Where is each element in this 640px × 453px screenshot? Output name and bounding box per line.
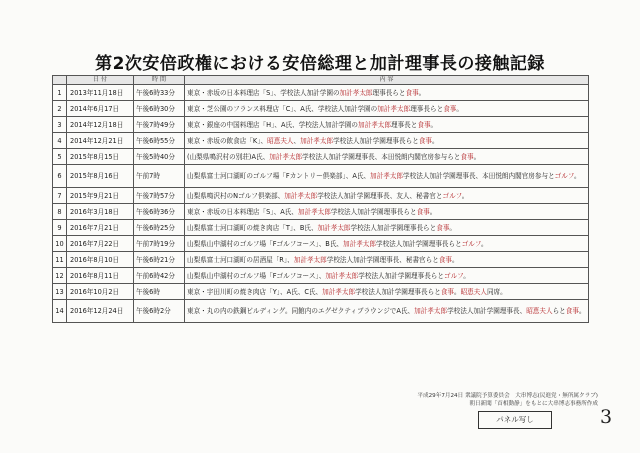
- content-text: 学校法人加計学園理事長、本田悦朗内閣官房参与と: [403, 172, 555, 180]
- row-content: [185, 236, 589, 252]
- table-row: [53, 101, 589, 117]
- row-number: 12: [53, 268, 67, 284]
- highlighted-text: 加計孝太郎: [269, 152, 303, 161]
- row-date: 2016年7月21日: [67, 220, 134, 236]
- highlighted-text: 加計孝太郎: [414, 307, 448, 315]
- table-row: [53, 236, 589, 252]
- table-row: [53, 268, 589, 284]
- row-number: 4: [53, 133, 67, 149]
- row-time: 午後5時40分: [134, 149, 185, 165]
- content-text: 。: [456, 104, 463, 113]
- row-number: 7: [53, 188, 67, 204]
- highlighted-text: 昭恵夫人: [267, 136, 294, 145]
- content-text: 。: [454, 287, 461, 296]
- table-header-row: [53, 76, 589, 85]
- table-row: [53, 284, 589, 300]
- content-text: 山梨県富士河口湖町の焼き肉店「T」、B氏、: [187, 223, 318, 232]
- content-text: 学校法人加計学園理事長、本田悦朗内閣官房参与らと: [302, 152, 461, 161]
- row-date: 2016年8月11日: [67, 268, 134, 284]
- footer-source-line2: 朝日新聞「首相動静」をもとに大串博志事務所作成: [469, 401, 598, 407]
- highlighted-text: 昭恵夫人: [526, 307, 553, 315]
- row-content: [185, 188, 589, 204]
- row-date: 2016年7月22日: [67, 236, 134, 252]
- table-row: [53, 204, 589, 220]
- row-date: 2015年8月16日: [67, 165, 134, 188]
- row-time: 午後6時36分: [134, 204, 185, 220]
- content-text: 山梨県山中湖村のゴルフ場「Fゴルフコース」、: [187, 271, 326, 280]
- row-number: 6: [53, 165, 67, 188]
- content-text: 学校法人加計学園理事長らと: [375, 239, 462, 248]
- contact-record-table: [52, 75, 589, 323]
- row-number: 14: [53, 300, 67, 323]
- highlighted-text: 食事: [418, 136, 432, 145]
- content-text: 山梨県鳴沢村のNゴルフ倶楽部、: [187, 191, 285, 200]
- highlighted-text: 加計孝太郎: [370, 172, 404, 180]
- content-text: (山梨県鳴沢村の別荘)A氏、: [187, 152, 270, 161]
- highlighted-text: 食事: [440, 287, 454, 296]
- table-row: [53, 165, 589, 188]
- content-text: 東京・赤坂の飲食店「K」、: [187, 136, 268, 145]
- content-text: 学校法人加計学園理事長、: [447, 307, 527, 315]
- highlighted-text: 食事: [436, 223, 450, 232]
- row-date: 2015年9月21日: [67, 188, 134, 204]
- highlighted-text: 加計孝太郎: [322, 287, 356, 296]
- content-text: 。: [463, 271, 470, 280]
- highlighted-text: 加計孝太郎: [297, 207, 331, 216]
- content-text: 理事長と: [390, 120, 418, 129]
- row-time: 午後7時57分: [134, 188, 185, 204]
- row-date: 2014年6月17日: [67, 101, 134, 117]
- row-content: [185, 300, 589, 323]
- row-content: [185, 284, 589, 300]
- content-text: 東京・宇田川町の焼き肉店「Y」、A氏、C氏、: [187, 287, 323, 296]
- highlighted-text: ゴルフ: [444, 271, 464, 280]
- row-content: [185, 85, 589, 101]
- content-text: 同席。: [486, 287, 507, 296]
- table-row: [53, 300, 589, 323]
- highlighted-text: 食事: [438, 255, 453, 264]
- content-text: 。: [573, 172, 581, 180]
- row-time: 午後6時55分: [134, 133, 185, 149]
- header-content: 内 容: [185, 76, 589, 85]
- row-number: 5: [53, 149, 67, 165]
- panel-label-box: パネル写し: [478, 411, 552, 429]
- row-content: [185, 252, 589, 268]
- row-content: [185, 220, 589, 236]
- row-number: 8: [53, 204, 67, 220]
- footer-source-line1: 平成29年7月24日 衆議院予算委員会 大串博志(民進党・無所属クラブ): [417, 393, 598, 399]
- content-text: 。: [452, 255, 459, 264]
- highlighted-text: 加計孝太郎: [293, 255, 327, 264]
- highlighted-text: ゴルフ: [461, 239, 481, 248]
- content-text: 山梨県山中湖村のゴルフ場「Fゴルフコース」、B氏、: [187, 239, 344, 248]
- row-time: 午後6時30分: [134, 101, 185, 117]
- content-text: 学校法人加計学園理事長、友人、秘書官と: [317, 191, 443, 200]
- content-text: 東京・芝公園のフランス料理店「C」、A氏、学校法人加計学園の: [187, 104, 378, 113]
- row-date: 2014年12月21日: [67, 133, 134, 149]
- content-text: 東京・赤坂の日本料理店「S」、学校法人加計学園の: [187, 88, 340, 97]
- row-date: 2014年12月18日: [67, 117, 134, 133]
- row-content: [185, 133, 589, 149]
- highlighted-text: 食事: [405, 88, 419, 97]
- table-row: [53, 220, 589, 236]
- highlighted-text: ゴルフ: [442, 191, 462, 200]
- highlighted-text: 昭恵夫人: [460, 287, 487, 296]
- row-time: 午前7時: [134, 165, 185, 188]
- content-text: 。: [429, 207, 437, 216]
- table-row: [53, 252, 589, 268]
- content-text: 。: [449, 223, 457, 232]
- content-text: 、: [293, 136, 301, 145]
- table-row: [53, 188, 589, 204]
- page-number: 3: [600, 406, 613, 428]
- row-time: 午後6時25分: [134, 220, 185, 236]
- content-text: 東京・赤坂の日本料理店「S」、A氏、: [187, 207, 298, 216]
- highlighted-text: 加計孝太郎: [358, 120, 391, 129]
- content-text: らと: [552, 307, 566, 315]
- content-text: 学校法人加計学園理事長、秘書官らと: [326, 255, 439, 264]
- content-text: 東京・銀座の中国料理店「H」、A氏、学校法人加計学園の: [187, 120, 359, 129]
- row-time: 午後6時: [134, 284, 185, 300]
- table-body: [53, 85, 589, 323]
- row-time: 午後6時21分: [134, 252, 185, 268]
- content-text: 。: [578, 307, 586, 315]
- document-title: 第2次安倍政権における安倍総理と加計理事長の接触記録: [95, 54, 545, 74]
- content-text: 理事長らと: [372, 88, 406, 97]
- highlighted-text: 食事: [443, 104, 457, 113]
- content-text: 。: [418, 88, 426, 97]
- row-number: 11: [53, 252, 67, 268]
- highlighted-text: 加計孝太郎: [317, 223, 351, 232]
- row-time: 午後7時49分: [134, 117, 185, 133]
- highlighted-text: ゴルフ: [554, 172, 574, 180]
- row-number: 10: [53, 236, 67, 252]
- highlighted-text: 加計孝太郎: [377, 104, 411, 113]
- row-time: 午後6時33分: [134, 85, 185, 101]
- content-text: 。: [432, 136, 439, 145]
- row-number: 3: [53, 117, 67, 133]
- highlighted-text: 食事: [417, 120, 431, 129]
- table-row: [53, 85, 589, 101]
- row-date: 2016年8月10日: [67, 252, 134, 268]
- content-text: 東京・丸の内の鉄鋼ビルディング。同館内のエグゼクティブラウンジでA氏、: [187, 307, 415, 315]
- content-text: 学校法人加計学園理事長らと: [355, 287, 441, 296]
- row-content: [185, 268, 589, 284]
- highlighted-text: 加計孝太郎: [284, 191, 318, 200]
- row-content: [185, 165, 589, 188]
- row-time: 午後6時2分: [134, 300, 185, 323]
- table-row: [53, 133, 589, 149]
- row-number: 9: [53, 220, 67, 236]
- content-text: 学校法人加計学園理事長らと: [358, 271, 444, 280]
- content-text: 。: [430, 120, 438, 129]
- table-row: [53, 149, 589, 165]
- row-number: 1: [53, 85, 67, 101]
- highlighted-text: 加計孝太郎: [339, 88, 373, 97]
- content-text: 山梨県富士河口湖町のゴルフ場「Fカントリー倶楽部」、A氏、: [187, 172, 371, 180]
- content-text: 。: [461, 191, 469, 200]
- header-time: 時 間: [134, 76, 185, 85]
- row-content: [185, 101, 589, 117]
- table-row: [53, 117, 589, 133]
- highlighted-text: 食事: [565, 307, 579, 315]
- highlighted-text: 加計孝太郎: [343, 239, 376, 248]
- content-text: 理事長らと: [410, 104, 444, 113]
- header-date: 日 付: [67, 76, 134, 85]
- content-text: 山梨県富士河口湖町の居酒屋「R」、: [187, 255, 294, 264]
- row-content: [185, 117, 589, 133]
- content-text: 学校法人加計学園理事長らと: [333, 136, 419, 145]
- content-text: 。: [480, 239, 488, 248]
- content-text: 学校法人加計学園理事長らと: [350, 223, 437, 232]
- row-date: 2016年12月24日: [67, 300, 134, 323]
- row-number: 13: [53, 284, 67, 300]
- highlighted-text: 加計孝太郎: [300, 136, 334, 145]
- row-date: 2016年10月2日: [67, 284, 134, 300]
- highlighted-text: 加計孝太郎: [325, 271, 359, 280]
- row-time: 午前7時19分: [134, 236, 185, 252]
- row-date: 2016年3月18日: [67, 204, 134, 220]
- content-text: 学校法人加計学園理事長らと: [330, 207, 417, 216]
- highlighted-text: 食事: [416, 207, 430, 216]
- highlighted-text: 食事: [460, 152, 474, 161]
- row-number: 2: [53, 101, 67, 117]
- row-date: 2015年8月15日: [67, 149, 134, 165]
- row-content: [185, 204, 589, 220]
- content-text: 。: [473, 152, 481, 161]
- row-date: 2013年11月18日: [67, 85, 134, 101]
- row-time: 午前6時42分: [134, 268, 185, 284]
- row-content: [185, 149, 589, 165]
- header-number: [53, 76, 67, 85]
